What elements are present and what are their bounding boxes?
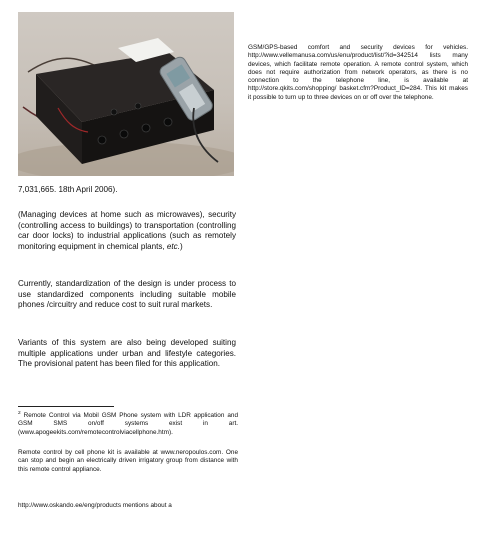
paragraph-applications bbox=[18, 210, 236, 252]
para1-main: (Managing devices at home such as microwaves), security (controlling access to buildings) to transportation (controlling car door locks) to industrial applications (such as remotely monitoring equipment in chemical plants, bbox=[18, 210, 236, 251]
para1-end: ) bbox=[179, 241, 183, 251]
para1-italic: etc. bbox=[166, 241, 180, 251]
footnote-1-text: Remote Control via Mobil GSM Phone system with LDR application and GSM SMS on/off systems exist in art. (www.apogeekits.com/remotecontrolviacellphone.htm). bbox=[18, 412, 238, 436]
paragraph-applications-text bbox=[18, 210, 236, 252]
footnote-rule bbox=[18, 406, 114, 407]
footnote-2: Remote control by cell phone kit is available at www.neropoulos.com. One can stop and begin an electrically driven irrigatory group from distance with this remote control appliance. bbox=[18, 449, 238, 473]
paragraph-variants-text: Variants of this system are also being developed suiting multiple applications under urban and lifestyle categories. The provisional patent has been filed for this application. bbox=[18, 338, 236, 369]
sidebar-caption: GSM/GPS-based comfort and security devices for vehicles. http://www.vellemanusa.com/us/enu/product/list/?id=342514 lists many devices, which facilitate remote operation. A remote control system, which does not require authorization from network operators, as there is no connection to the telephone line, is available at http://store.qkits.com/shopping/ basket.cfm?Product_ID=284. This kit makes it possible to turn up to three devices on or off over the telephone. bbox=[248, 44, 468, 101]
device-photo bbox=[18, 12, 234, 176]
paragraph-variants bbox=[18, 338, 236, 370]
footnote-1 bbox=[18, 412, 238, 437]
paragraph-standardization-text: Currently, standardization of the design is under process to use standardized components including suitable mobile phones /circuitry and reduce cost to suit rural markets. bbox=[18, 279, 236, 310]
footnote-1-marker: 2 bbox=[18, 410, 21, 416]
paragraph-standardization bbox=[18, 279, 236, 311]
device-photo-graphic bbox=[18, 12, 234, 176]
date-line: 7,031,665. 18th April 2006). bbox=[18, 185, 118, 194]
footnote-3: http://www.oskando.ee/eng/products mentions about a bbox=[18, 502, 172, 509]
